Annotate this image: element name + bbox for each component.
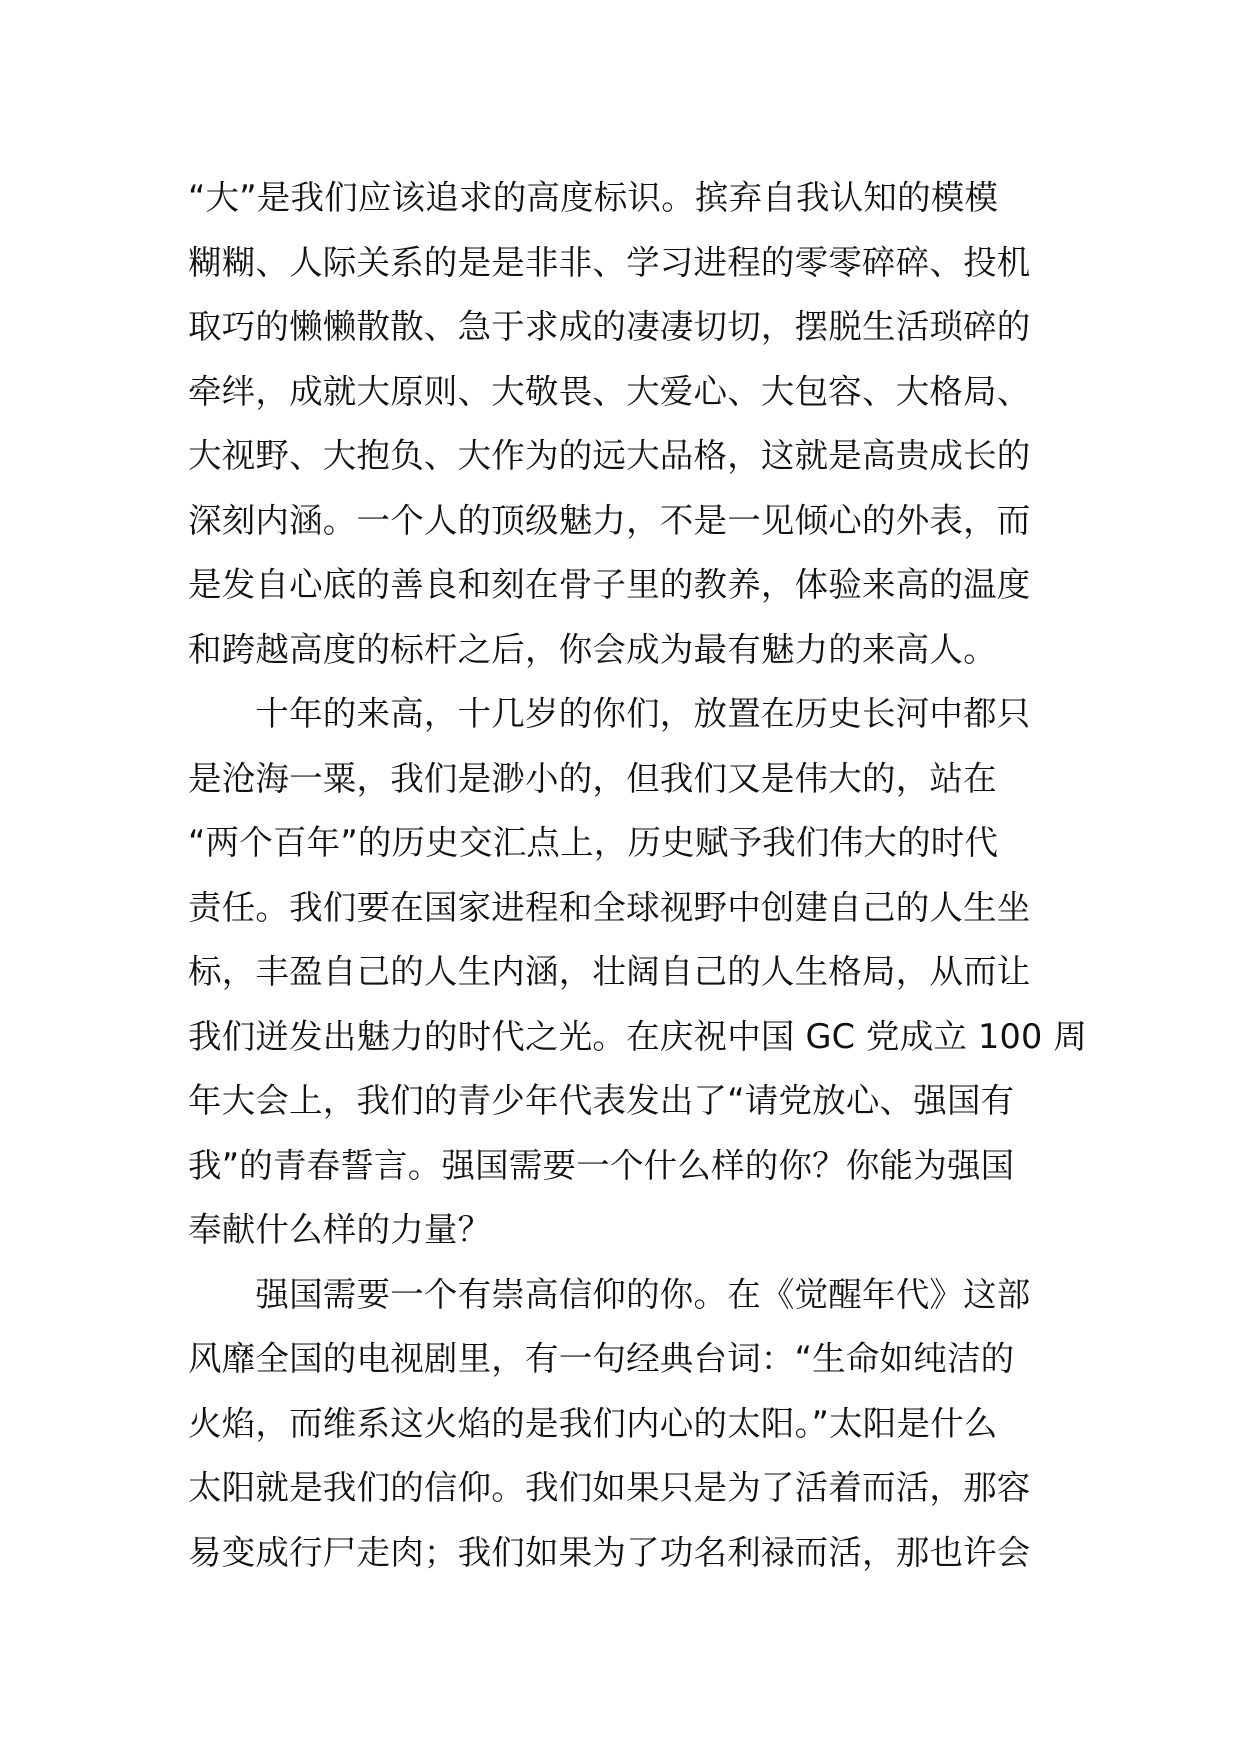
text-line: 和跨越高度的标杆之后，你会成为最有魅力的来高人。: [188, 629, 997, 669]
text-line: 奉献什么样的力量？: [188, 1210, 492, 1249]
body-text: [188, 166, 1088, 1585]
text-line: 风靡全国的电视剧里，有一句经典台词：“生命如纯洁的: [188, 1339, 1015, 1378]
text-line: 十年的来高，十几岁的你们，放置在历史长河中都只: [188, 694, 1031, 733]
text-line: 是沧海一粟，我们是渺小的，但我们又是伟大的，站在: [188, 758, 997, 798]
text-line: 易变成行尸走肉；我们如果为了功名利禄而活，那也许会: [188, 1532, 1031, 1572]
text-line: 取巧的懒懒散散、急于求成的凄凄切切，摆脱生活琐碎的: [188, 307, 1031, 346]
text-line: 我”的青春誓言。强国需要一个什么样的你？你能为强国: [188, 1145, 1015, 1185]
text-line: 火焰，而维系这火焰的是我们内心的太阳。”太阳是什么: [188, 1403, 998, 1443]
text-line: 我们迸发出魅力的时代之光。在庆祝中国 GC 党成立 100 周: [188, 1016, 1088, 1056]
text-line: 糊糊、人际关系的是是非非、学习进程的零零碎碎、投机: [188, 242, 1031, 282]
text-line: 强国需要一个有崇高信仰的你。在《觉醒年代》这部: [188, 1274, 1031, 1314]
text-line: “大”是我们应该追求的高度标识。摈弃自我认知的模模: [188, 178, 999, 217]
text-line: 大视野、大抱负、大作为的远大品格，这就是高贵成长的: [188, 436, 1031, 475]
text-line: “两个百年”的历史交汇点上，历史赋予我们伟大的时代: [188, 823, 999, 862]
text-line: 标，丰盈自己的人生内涵，壮阔自己的人生格局，从而让: [188, 952, 1031, 991]
text-line: 牵绊，成就大原则、大敬畏、大爱心、大包容、大格局、: [188, 371, 1031, 411]
text-line: 责任。我们要在国家进程和全球视野中创建自己的人生坐: [188, 887, 1031, 927]
text-line: 深刻内涵。一个人的顶级魅力，不是一见倾心的外表，而: [188, 500, 1031, 540]
text-line: 太阳就是我们的信仰。我们如果只是为了活着而活，那容: [188, 1468, 1031, 1507]
text-line: 是发自心底的善良和刻在骨子里的教养，体验来高的温度: [188, 565, 1031, 604]
text-line: 年大会上，我们的青少年代表发出了“请党放心、强国有: [188, 1081, 1015, 1120]
